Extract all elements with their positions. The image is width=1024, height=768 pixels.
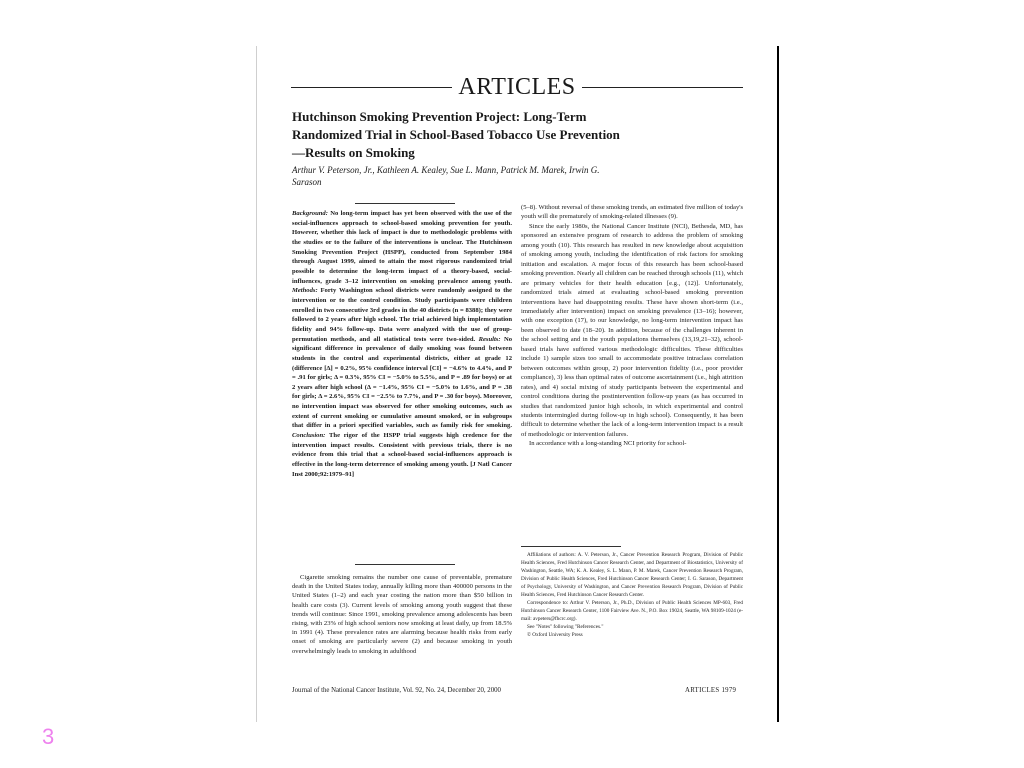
page-footer-label: ARTICLES 1979 [685, 687, 737, 694]
copyright-text: © Oxford University Press [527, 632, 583, 638]
correspondence-text: Correspondence to: Arthur V. Peterson, Jr., Ph.D., Division of Public Health Sciences MP-603, Fred Hutchinson Cancer Research Center, 1100 Fairview Ave. N., P.O. Box 19024, Seattle, WA 98109-1024 (e-mail: avpeters@fhcrc.org). [521, 600, 743, 622]
abstract-conclusion-text: The rigor of the HSPP trial suggests high credence for the intervention impact results. Consistent with previous trials, there is no evidence from this trial that a school-based social-influences approach is effective in the long-term deterrence of smoking among youth. [J Natl Cancer Inst 2000;92:1979–91] [292, 432, 512, 478]
article-title: Hutchinson Smoking Prevention Project: Long-Term Randomized Trial in School-Based Tobacco Use Prevention—Results on Smoking [292, 109, 620, 160]
journal-footer: Journal of the National Cancer Institute, Vol. 92, No. 24, December 20, 2000 [292, 687, 501, 694]
header-rule-right [582, 87, 743, 88]
right-column-paragraph-1: (5–8). Without reversal of these smoking trends, an estimated five million of today's youth will die prematurely of smoking-related illnesses (9). [521, 204, 743, 221]
abstract-methods-heading: Methods: [292, 287, 318, 295]
abstract-background-text: No long-term impact has yet been observed with the use of the social-influences approach to school-based smoking prevention for youth. However, whether this lack of impact is due to methodologic problems with the studies or to the failure of the interventions is unclear. The Hutchinson Smoking Prevention Project (HSPP), conducted from September 1984 through August 1999, aimed to attain the most rigorous randomized trial possible to determine the long-term impact of a theory-based, social-influences, grade 3–12 intervention on smoking prevalence among youth. [292, 210, 512, 285]
right-column-paragraph-3: In accordance with a long-standing NCI priority for school- [529, 440, 687, 448]
abstract-background-heading: Background: [292, 210, 328, 217]
abstract-top-rule [355, 203, 455, 204]
abstract-conclusion-heading: Conclusion: [292, 432, 326, 440]
right-column-paragraph-2: Since the early 1980s, the National Cancer Institute (NCI), Bethesda, MD, has sponsored an extensive program of research to address the problem of smoking among youth (10). This research has resulted in new knowledge about acquisition of smoking among youth, including the identification of risk factors for smoking initiation and escalation. A major focus of this research has been school-based smoking prevention. Nearly all children can be reached through schools (11), which are primary vehicles for their health education [e.g., (12)]. Unfortunately, randomized trials aimed at evaluating school-based smoking prevention interventions have had disappointing results. These have shown short-term (i.e., immediately after intervention) impact on smoking prevalence (13–16); however, with one exception (17), to our knowledge, no long-term intervention impact has been observed to date (18–20). In addition, because of the challenges inherent in the school setting and in the youth populations themselves (13,19,21–32), school-based trials have suffered various methodologic difficulties. These difficulties include 1) sample sizes too small to accommodate positive intraclass correlation between outcomes within group, 2) poor intervention fidelity (i.e., poor provider compliance), 3) less than optimal rates of outcome ascertainment (i.e., high attrition rates), and 4) social mixing of study participants between the experimental and control conditions during the postintervention follow-up years (as has occurred in studies that randomized junior high schools, in which experimental and control students intermingled during follow-up in high school). Consequently, it has been difficult to determine whether the lack of a long-term intervention impact is a result of methodologic or intervention failures. [521, 222, 743, 438]
abstract [292, 209, 512, 559]
intro-paragraph: Cigarette smoking remains the number one cause of preventable, premature death in the United States today, annually killing more than 400000 persons in the United States (1–2) and each year costing the nation more than $50 billion in health care costs (3). Current levels of smoking among youth suggest that these trends will continue: Since 1991, smoking prevalence among adolescents has been rising, with 23% of high school seniors now smoking at least daily, up from 18.5% in 1991 (4). These prevalence rates are alarming because health risks from early onset of smoking are particularly severe (2) and because smoking in youth overwhelmingly leads to smoking in adulthood [292, 574, 512, 655]
affiliations-rule [521, 546, 621, 547]
abstract-bottom-rule [355, 564, 455, 565]
abstract-methods-text: Forty Washington school districts were randomly assigned to the intervention or to the control condition. Study participants were children enrolled in two consecutive 3rd grades in the 40 districts (n = 8388); they were followed to 2 years after high school. The trial achieved high implementation fidelity and 94% follow-up. Data were analyzed with the use of group-permutation methods, and all statistical tests were two-sided. [292, 287, 512, 343]
abstract-results-heading: Results: [478, 335, 501, 343]
page-right-border [777, 46, 779, 722]
affiliations-text: Affiliations of authors: A. V. Peterson, Jr., Cancer Prevention Research Program, Division of Public Health Sciences, Fred Hutchinson Cancer Research Center, and Department of Biostatistics, University of Washington, Seattle, WA; K. A. Kealey, S. L. Mann, P. M. Marek, Cancer Prevention Research Program, Division of Public Health Sciences, Fred Hutchinson Cancer Research Center; I. G. Sarason, Department of Psychology, University of Washington, and Cancer Prevention Research Program, Division of Public Health Sciences, Fred Hutchinson Cancer Research Center. [521, 552, 743, 598]
section-header [291, 72, 743, 102]
abstract-results-text: No significant difference in prevalence of daily smoking was found between students in the control and experimental districts, either at grade 12 (difference [Δ] = 0.2%, 95% confidence interval [CI] = −4.6% to 4.4%, and P = .91 for girls; Δ = 0.3%, 95% CI = −5.0% to 5.5%, and P = .89 for boys) or at 2 years after high school (Δ = −1.4%, 95% CI = −5.0% to 1.6%, and P = .38 for girls; Δ = 2.6%, 95% CI = −2.5% to 7.7%, and P = .30 for boys). Moreover, no intervention impact was observed for other smoking outcomes, such as extent of current smoking or cumulative amount smoked, or in subgroups that differ in a priori specified variables, such as family risk for smoking. [292, 335, 512, 430]
header-rule-left [291, 87, 452, 88]
right-column [521, 203, 743, 531]
affiliations-block [521, 551, 743, 686]
slide-number: 3 [42, 724, 55, 749]
see-notes-text: See "Notes" following "References." [527, 624, 604, 630]
paper-page [256, 46, 779, 722]
section-header-label: ARTICLES [458, 74, 576, 100]
article-authors: Arthur V. Peterson, Jr., Kathleen A. Kealey, Sue L. Mann, Patrick M. Marek, Irwin G. Sarason [292, 165, 600, 187]
